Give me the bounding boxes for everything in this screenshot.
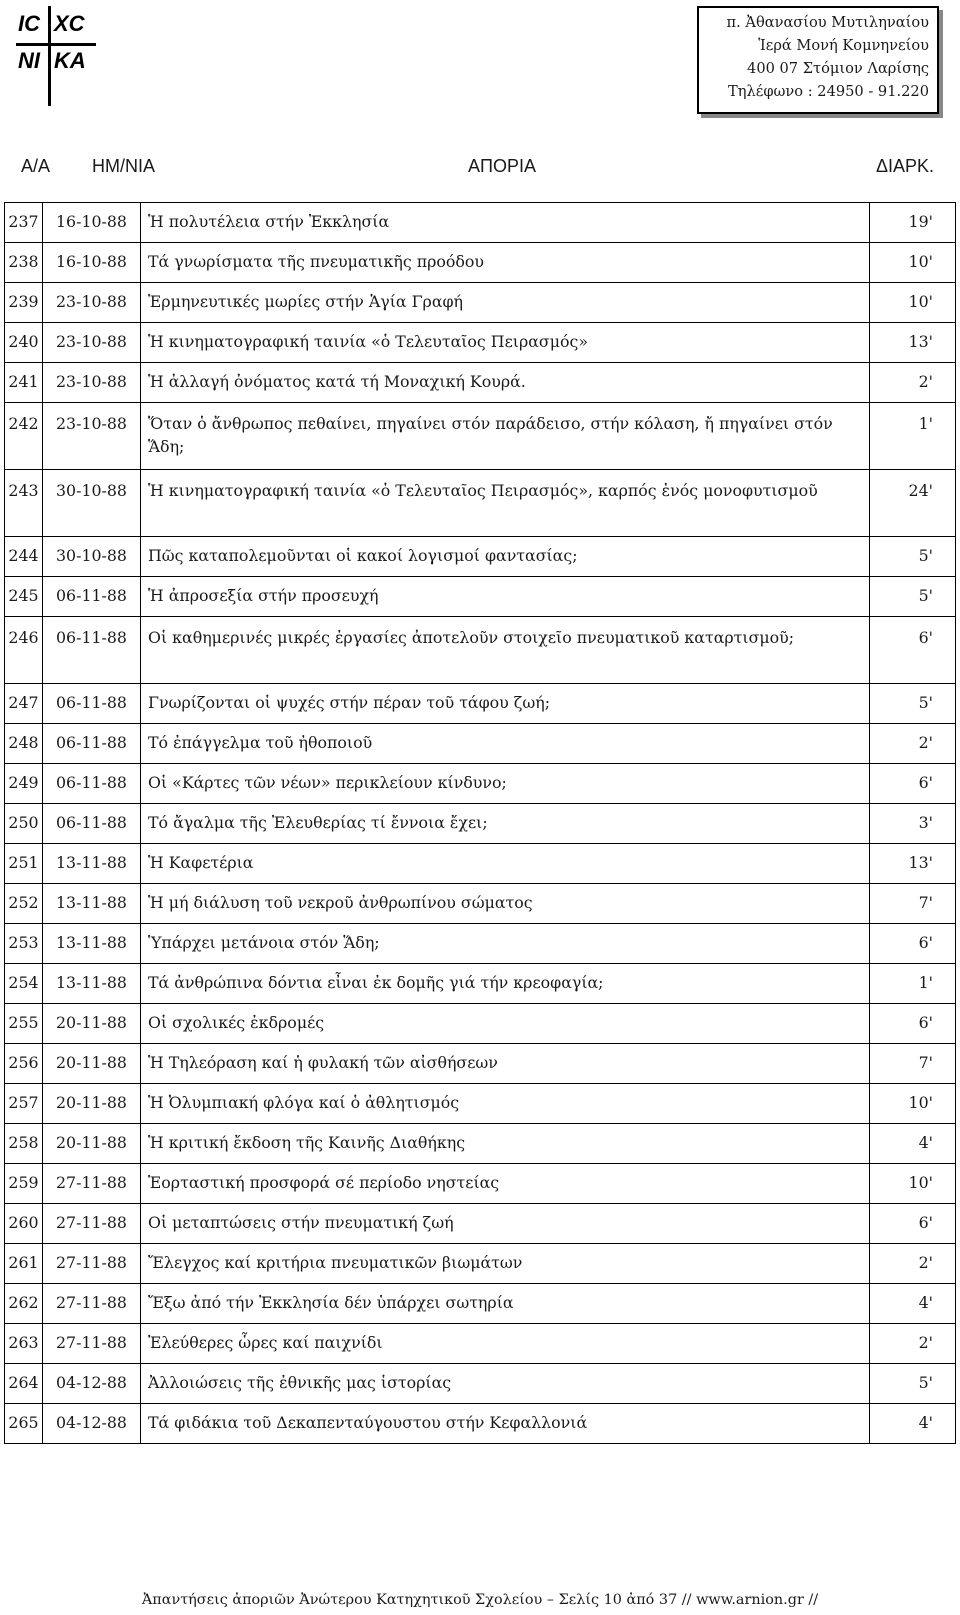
row-duration: 1': [870, 403, 956, 470]
table-row: [5, 1284, 956, 1324]
row-number: 255: [5, 1004, 43, 1044]
row-date: 30-10-88: [43, 537, 141, 577]
row-duration: 19': [870, 203, 956, 243]
row-duration: 6': [870, 617, 956, 684]
row-duration: 7': [870, 1044, 956, 1084]
row-topic: Ἡ ἀπροσεξία στήν προσευχή: [141, 577, 870, 617]
row-date: 16-10-88: [43, 203, 141, 243]
row-duration: 5': [870, 577, 956, 617]
row-number: 252: [5, 884, 43, 924]
table-row: [5, 403, 956, 470]
row-topic: Οἱ καθημερινές μικρές ἐργασίες ἀποτελοῦν στοιχεῖο πνευματικοῦ καταρτισμοῦ;: [141, 617, 870, 684]
table-row: [5, 964, 956, 1004]
row-number: 253: [5, 924, 43, 964]
row-topic: Τά ἀνθρώπινα δόντια εἶναι ἐκ δομῆς γιά τήν κρεοφαγία;: [141, 964, 870, 1004]
header-topic: ΑΠΟΡΙΑ: [468, 156, 537, 176]
row-topic: Ἑρμηνευτικές μωρίες στήν Ἁγία Γραφή: [141, 283, 870, 323]
row-date: 20-11-88: [43, 1124, 141, 1164]
row-duration: 4': [870, 1404, 956, 1444]
row-topic: Ἡ κινηματογραφική ταινία «ὁ Τελευταῖος Πειρασμός»: [141, 323, 870, 363]
table-row: [5, 684, 956, 724]
row-date: 13-11-88: [43, 844, 141, 884]
row-duration: 24': [870, 470, 956, 537]
table-row: [5, 243, 956, 283]
row-number: 241: [5, 363, 43, 403]
header-aa: Α/Α: [21, 156, 51, 176]
row-date: 27-11-88: [43, 1244, 141, 1284]
row-topic: Ἡ μή διάλυση τοῦ νεκροῦ ἀνθρωπίνου σώματος: [141, 884, 870, 924]
row-number: 261: [5, 1244, 43, 1284]
row-duration: 10': [870, 283, 956, 323]
row-date: 27-11-88: [43, 1164, 141, 1204]
header-duration: ΔΙΑΡΚ.: [875, 156, 934, 176]
row-duration: 1': [870, 964, 956, 1004]
row-topic: Ἑορταστική προσφορά σέ περίοδο νηστείας: [141, 1164, 870, 1204]
row-number: 238: [5, 243, 43, 283]
row-duration: 3': [870, 804, 956, 844]
row-duration: 5': [870, 684, 956, 724]
row-date: 23-10-88: [43, 403, 141, 470]
row-topic: Τά φιδάκια τοῦ Δεκαπενταύγουστου στήν Κεφαλλονιά: [141, 1404, 870, 1444]
table-row: [5, 323, 956, 363]
table-row: [5, 537, 956, 577]
table-row: [5, 1084, 956, 1124]
row-topic: Οἱ μεταπτώσεις στήν πνευματική ζωή: [141, 1204, 870, 1244]
row-number: 237: [5, 203, 43, 243]
row-topic: Ἡ Τηλεόραση καί ἡ φυλακή τῶν αἰσθήσεων: [141, 1044, 870, 1084]
table-row: [5, 617, 956, 684]
row-number: 262: [5, 1284, 43, 1324]
row-duration: 4': [870, 1284, 956, 1324]
row-topic: Ὅταν ὁ ἄνθρωπος πεθαίνει, πηγαίνει στόν παράδεισο, στήν κόλαση, ἤ πηγαίνει στόν Ἅδη;: [141, 403, 870, 470]
row-duration: 4': [870, 1124, 956, 1164]
row-duration: 6': [870, 1204, 956, 1244]
table-row: [5, 577, 956, 617]
row-topic: Γνωρίζονται οἱ ψυχές στήν πέραν τοῦ τάφου ζωή;: [141, 684, 870, 724]
row-date: 20-11-88: [43, 1044, 141, 1084]
table-row: [5, 884, 956, 924]
row-number: 254: [5, 964, 43, 1004]
row-number: 263: [5, 1324, 43, 1364]
row-topic: Ἡ Ὀλυμπιακή φλόγα καί ὁ ἀθλητισμός: [141, 1084, 870, 1124]
table-header: [4, 156, 956, 188]
logo-ni: NI: [18, 48, 40, 73]
row-duration: 10': [870, 243, 956, 283]
row-topic: Ἡ κινηματογραφική ταινία «ὁ Τελευταῖος Πειρασμός», καρπός ἑνός μονοφυτισμοῦ: [141, 470, 870, 537]
logo-ic: IC: [18, 11, 40, 36]
row-date: 23-10-88: [43, 283, 141, 323]
row-duration: 2': [870, 1244, 956, 1284]
row-duration: 13': [870, 323, 956, 363]
row-date: 20-11-88: [43, 1004, 141, 1044]
row-duration: 6': [870, 764, 956, 804]
row-duration: 2': [870, 363, 956, 403]
row-number: 259: [5, 1164, 43, 1204]
table-row: [5, 1164, 956, 1204]
row-number: 256: [5, 1044, 43, 1084]
row-date: 16-10-88: [43, 243, 141, 283]
row-date: 06-11-88: [43, 804, 141, 844]
row-topic: Ἐλεύθερες ὧρες καί παιχνίδι: [141, 1324, 870, 1364]
row-duration: 2': [870, 1324, 956, 1364]
row-number: 245: [5, 577, 43, 617]
row-date: 30-10-88: [43, 470, 141, 537]
table-row: [5, 1404, 956, 1444]
table-row: [5, 1124, 956, 1164]
address-name: π. Ἀθανασίου Μυτιληναίου: [726, 14, 929, 31]
row-date: 27-11-88: [43, 1204, 141, 1244]
table-row: [5, 470, 956, 537]
row-date: 04-12-88: [43, 1404, 141, 1444]
table-row: [5, 724, 956, 764]
table-row: [5, 1044, 956, 1084]
row-number: 251: [5, 844, 43, 884]
row-date: 23-10-88: [43, 363, 141, 403]
row-duration: 5': [870, 537, 956, 577]
row-number: 247: [5, 684, 43, 724]
logo-xc: XC: [54, 11, 85, 36]
cross-horizontal-bar: [16, 43, 96, 46]
row-date: 27-11-88: [43, 1324, 141, 1364]
row-topic: Ἔξω ἀπό τήν Ἐκκλησία δέν ὑπάρχει σωτηρία: [141, 1284, 870, 1324]
row-topic: Ἔλεγχος καί κριτήρια πνευματικῶν βιωμάτων: [141, 1244, 870, 1284]
table-row: [5, 1204, 956, 1244]
table-row: [5, 804, 956, 844]
row-topic: Ἡ ἀλλαγή ὀνόματος κατά τή Μοναχική Κουρά.: [141, 363, 870, 403]
table-row: [5, 203, 956, 243]
row-date: 23-10-88: [43, 323, 141, 363]
row-duration: 10': [870, 1084, 956, 1124]
row-number: 265: [5, 1404, 43, 1444]
row-date: 13-11-88: [43, 964, 141, 1004]
row-number: 258: [5, 1124, 43, 1164]
row-number: 242: [5, 403, 43, 470]
row-date: 06-11-88: [43, 684, 141, 724]
row-topic: Τό ἄγαλμα τῆς Ἐλευθερίας τί ἔννοια ἔχει;: [141, 804, 870, 844]
address-monastery: Ἱερά Μονή Κομνηνείου: [758, 37, 929, 54]
row-topic: Τά γνωρίσματα τῆς πνευματικῆς προόδου: [141, 243, 870, 283]
row-duration: 5': [870, 1364, 956, 1404]
row-date: 06-11-88: [43, 724, 141, 764]
table-row: [5, 283, 956, 323]
row-topic: Οἱ «Κάρτες τῶν νέων» περικλείουν κίνδυνο;: [141, 764, 870, 804]
row-topic: Πῶς καταπολεμοῦνται οἱ κακοί λογισμοί φαντασίας;: [141, 537, 870, 577]
row-number: 243: [5, 470, 43, 537]
cross-vertical-bar: [48, 6, 51, 106]
row-number: 246: [5, 617, 43, 684]
row-date: 13-11-88: [43, 924, 141, 964]
address-box: [697, 6, 939, 114]
row-topic: Ἡ κριτική ἔκδοση τῆς Καινῆς Διαθήκης: [141, 1124, 870, 1164]
row-date: 06-11-88: [43, 617, 141, 684]
row-number: 240: [5, 323, 43, 363]
table-row: [5, 764, 956, 804]
row-duration: 2': [870, 724, 956, 764]
address-postal: 400 07 Στόμιον Λαρίσης: [747, 60, 929, 77]
table-row: [5, 1364, 956, 1404]
row-duration: 7': [870, 884, 956, 924]
row-date: 06-11-88: [43, 764, 141, 804]
row-number: 260: [5, 1204, 43, 1244]
row-topic: Ἀλλοιώσεις τῆς ἐθνικῆς μας ἱστορίας: [141, 1364, 870, 1404]
table-row: [5, 363, 956, 403]
row-number: 248: [5, 724, 43, 764]
row-date: 13-11-88: [43, 884, 141, 924]
address-phone: Τηλέφωνο : 24950 - 91.220: [728, 83, 929, 100]
logo-ka: KA: [54, 48, 86, 73]
row-topic: Ἡ Καφετέρια: [141, 844, 870, 884]
row-number: 249: [5, 764, 43, 804]
row-topic: Ἡ πολυτέλεια στήν Ἐκκλησία: [141, 203, 870, 243]
table-row: [5, 1324, 956, 1364]
row-date: 27-11-88: [43, 1284, 141, 1324]
row-date: 20-11-88: [43, 1084, 141, 1124]
questions-table: [4, 202, 956, 1444]
table-row: [5, 1244, 956, 1284]
table-row: [5, 844, 956, 884]
row-number: 244: [5, 537, 43, 577]
row-duration: 13': [870, 844, 956, 884]
row-duration: 6': [870, 924, 956, 964]
table-row: [5, 924, 956, 964]
row-date: 06-11-88: [43, 577, 141, 617]
row-duration: 10': [870, 1164, 956, 1204]
row-duration: 6': [870, 1004, 956, 1044]
row-topic: Τό ἐπάγγελμα τοῦ ἠθοποιοῦ: [141, 724, 870, 764]
row-number: 250: [5, 804, 43, 844]
row-number: 239: [5, 283, 43, 323]
row-date: 04-12-88: [43, 1364, 141, 1404]
row-number: 257: [5, 1084, 43, 1124]
row-topic: Ὑπάρχει μετάνοια στόν Ἅδη;: [141, 924, 870, 964]
page-footer: Ἀπαντήσεις ἀποριῶν Ἀνώτερου Κατηχητικοῦ Σχολείου – Σελίς 10 ἀπό 37 // www.arnion.gr //: [141, 1592, 819, 1608]
icxc-nika-logo: [16, 6, 96, 106]
row-number: 264: [5, 1364, 43, 1404]
table-row: [5, 1004, 956, 1044]
header-date: ΗΜ/ΝΙΑ: [92, 156, 155, 176]
row-topic: Οἱ σχολικές ἐκδρομές: [141, 1004, 870, 1044]
